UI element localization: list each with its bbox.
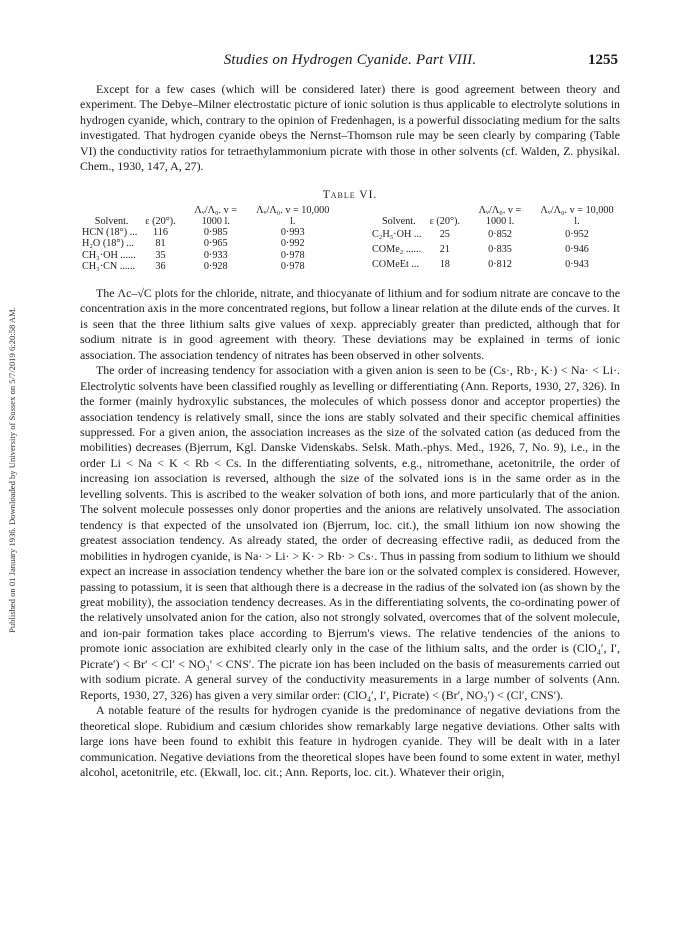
conductivity-table (80, 205, 620, 272)
download-watermark (5, 150, 19, 790)
solvent-cell: COMe₂ ...... (372, 243, 422, 255)
ratio-1000-cell: 0·965 (203, 238, 228, 250)
header-epsilon: ε (20°). (429, 215, 460, 227)
ratio-1000-cell: 0·852 (488, 228, 512, 240)
table-right-body (372, 227, 618, 272)
epsilon-cell: 81 (155, 238, 166, 250)
epsilon-cell: 116 (153, 227, 168, 239)
header-ratio-1000: Λᵥ/Λ₀. v = 1000 l. (478, 204, 522, 227)
table-row (372, 227, 618, 242)
solvent-cell: HCN (18°) ... (82, 227, 138, 239)
epsilon-cell: 36 (155, 260, 166, 272)
table-row (82, 250, 334, 261)
paragraph-plots: The Λc–√C plots for the chloride, nitrate, and thiocyanate of lithium and for sodium nitrate are concave to the concentration axis in the more concentrated regions, but follow a linear relation at the dilute ends of the curves. It is seen that the three lithium salts give values of xexp. appreciably greater than predicted, although that for sodium nitrate is in good agreement with theory. These deviations may be explained in terms of ionic association. The association tendency of nitrates has been observed in other solvents. (80, 285, 620, 362)
table-left-body (82, 227, 334, 272)
ratio-10000-cell: 0·978 (280, 249, 305, 261)
header-ratio-10000: Λᵥ/Λ₀. v = 10,000 l. (540, 204, 614, 227)
paragraph-association-order: The order of increasing tendency for association with a given anion is seen to be (Cs·, Rb·, K·) < Na· < Li·. Electrolytic solvents have been classified roughly as levelling or differentiating (Ann. Reports, 1930, 27, 326). In the former (mainly hydroxylic substances, the molecules of which possess donor and acceptor properties) the association tendency is relatively small, since the ions are stably solvated and their specific chemical affinities suppressed. For a given anion, the association increases as the size of the solvated cation (as deduced from the mobilities) decreases (Bjerrum, Kgl. Danske Videnskabs. Selsk. Math.-phys. Med., 1926, 7, No. 9), i.e., in the order Li < Na < K < Rb < Cs. In the differentiating solvents, e.g., nitromethane, acetonitrile, the order of increasing ion association is reversed, although the size of the solvated ions is in the same order as in the levelling solvents. This is ascribed to the weaker solvation of both ions, and more particularly that of the anion. The solvent molecule possesses only donor properties and the anions are relatively unsolvated. The association tendency is that expected of the unsolvated ion (Bjerrum, loc. cit.), the small lithium ion now showing the greatest association tendency. As already stated, the order of decreasing effective radii, as deduced from the mobilities in hydrogen cyanide, is Na· > Li· > K· > Rb· > Cs·. Thus in passing from sodium to lithium we should expect an increase in association tendency whether the bare ion or the solvated complex is considered. However, passing to potassium, it is seen that although there is a decrease in the radius of the solvated ion (as shown by the great mobility), the association tendency decreases. As in the differentiating solvents, the co-ordinating power of the relatively unsolvated anion for the cation, also not strongly solvated, overcomes that of the solvent molecule, and ion-pair formation takes place according to Bjerrum's views. The relative tendencies of the anions to promote ionic association are exhibited clearly only in the case of the lithium salts, and the order is (ClO₄′, I′, Picrate′) < Br′ < Cl′ < NO₃′ < CNS′. The picrate ion has been included on the basis of measurements carried out with sodium picrate. A general survey of the conductivity measurements in a large number of solvents (Ann. Reports, 1930, 27, 326) has given a very similar order: (ClO₄′, I′, Picrate) < (Br′, NO₃′) < (Cl′, CNS′). (80, 363, 620, 702)
header-solvent: Solvent. (381, 215, 416, 227)
ratio-10000-cell: 0·943 (565, 258, 589, 270)
epsilon-cell: 18 (439, 258, 450, 270)
solvent-cell: C₂H₅·OH ... (372, 228, 422, 240)
solvent-cell: COMeEt ... (372, 258, 419, 270)
epsilon-cell: 21 (439, 243, 450, 255)
epsilon-cell: 25 (439, 228, 450, 240)
table-caption: Table VI. (322, 188, 378, 201)
solvent-cell: CH₃·CN ...... (82, 260, 136, 272)
ratio-1000-cell: 0·812 (488, 258, 512, 270)
page-header (80, 52, 620, 72)
paragraph-intro: Except for a few cases (which will be considered later) there is good agreement between theory and experiment. The Debye–Milner electrostatic picture of ionic solution is thus applicable to electrolyte solutions in hydrogen cyanide, which, contrary to the opinion of Fredenhagen, is a powerful dissociating medium for the salts investigated. That hydrogen cyanide obeys the Nernst–Thomson rule may be seen clearly by comparing (Table VI) the conductivity ratios for tetraethylammonium picrate with those in other solvents (cf. Walden, Z. physikal. Chem., 1930, 147, A, 27). (80, 82, 620, 174)
ratio-10000-cell: 0·978 (280, 260, 305, 272)
table-row (372, 257, 618, 272)
table-row (372, 242, 618, 257)
solvent-cell: CH₃·OH ...... (82, 249, 136, 261)
table-row (82, 238, 334, 249)
table-right (372, 205, 618, 272)
epsilon-cell: 35 (155, 249, 166, 261)
table-left (82, 205, 334, 272)
header-ratio-1000: Λᵥ/Λ₀. v = 1000 l. (194, 204, 238, 227)
page-number: 1255 (588, 52, 618, 68)
running-title: Studies on Hydrogen Cyanide. Part VIII. (223, 52, 477, 68)
solvent-cell: H₂O (18°) ... (82, 238, 135, 250)
paragraph-negative-deviations: A notable feature of the results for hydrogen cyanide is the predominance of negative deviations from the theoretical slope. Rubidium and cæsium chlorides show remarkably large negative deviations. Other salts with large ions have been found to exhibit this feature in hydrogen cyanide. They will be dealt with in a later communication. Negative deviations from the theoretical slopes have been found to some extent in water, methyl alcohol, acetonitrile, etc. (Ekwall, loc. cit.; Ann. Reports, loc. cit.). Whatever their origin, (80, 703, 620, 779)
download-watermark-text: Published on 01 January 1936. Downloaded by University of Sussex on 5/7/2019 6:20:58 AM. (7, 307, 17, 633)
ratio-1000-cell: 0·985 (203, 227, 228, 239)
ratio-1000-cell: 0·928 (203, 260, 228, 272)
table-row (82, 227, 334, 238)
journal-page (80, 52, 620, 780)
ratio-10000-cell: 0·952 (565, 228, 589, 240)
header-ratio-10000: Λᵥ/Λ₀. v = 10,000 l. (256, 204, 330, 227)
header-epsilon: ε (20°). (145, 215, 176, 227)
header-solvent: Solvent. (94, 215, 129, 227)
ratio-1000-cell: 0·835 (488, 243, 512, 255)
table-row (82, 261, 334, 272)
ratio-10000-cell: 0·946 (565, 243, 589, 255)
ratio-1000-cell: 0·933 (203, 249, 228, 261)
ratio-10000-cell: 0·993 (280, 227, 305, 239)
ratio-10000-cell: 0·992 (280, 238, 305, 250)
